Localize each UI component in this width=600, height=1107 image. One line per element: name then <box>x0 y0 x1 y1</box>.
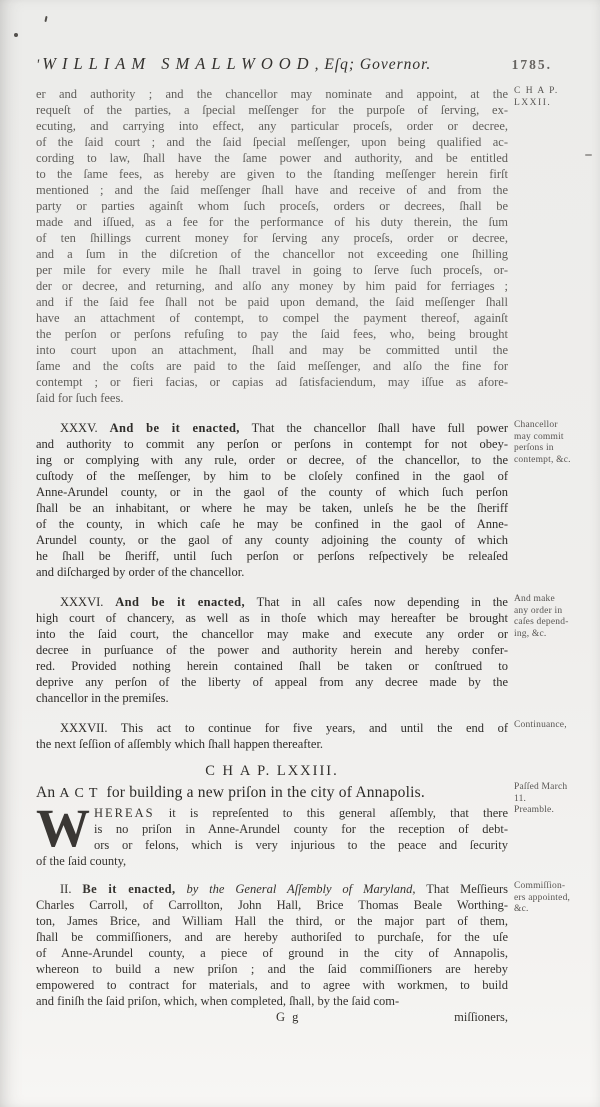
text-line: high court of chancery, as well as in thoſe which may hereafter be brought <box>36 611 508 625</box>
text-line: chancellor in the premiſes. <box>36 691 169 705</box>
text-line: and a ſum in the diſcretion of the chancellor not exceeding one ſhilling <box>36 247 508 261</box>
text-line: Paſſed March <box>514 782 568 792</box>
text-line: made and iſſued, as a fee for the performance of his duty therein, the ſum <box>36 215 508 229</box>
text-line: cuſtody of the meſſenger, by him to be cloſely confined in the gaol of <box>36 469 508 483</box>
paragraph-row-xxxvii <box>36 720 588 752</box>
ink-speck <box>14 33 18 37</box>
text-line: Continuance, <box>514 720 567 730</box>
act-title: An ACT for building a new priſon in the city of Annapolis. <box>36 784 425 801</box>
text-line: per mile for every mile he ſhall travel in going to ſerve ſuch proceſs, or- <box>36 263 508 277</box>
chapter-heading: C H A P. LXXIII. <box>205 763 339 779</box>
text-line: and diſcharged by order of the chancellor. <box>36 565 245 579</box>
text-line: ers appointed, <box>514 892 571 903</box>
text-line: requeſt of the parties, a ſpecial meſſenger for the purpoſe of ſerving, ex- <box>36 103 508 117</box>
text-line: the next ſeſſion of aſſembly which ſhall happen thereafter. <box>36 737 324 751</box>
text-line: the perſon or perſons refuſing to pay the ſaid fees, who, being brought <box>36 327 508 341</box>
header-mark: ' <box>36 57 40 73</box>
text-line: XXXV. And be it enacted, That the chancellor ſhall have full power <box>60 421 508 435</box>
text-line: of the ſaid county, <box>36 854 127 868</box>
text-line: contempt, &c. <box>514 454 571 465</box>
text-line: C H A P. <box>514 86 559 96</box>
text-line: of Anne-Arundel county, a piece of ground in the city of Annapolis, <box>36 946 508 960</box>
text-line: ſame and the coſts are paid to the ſaid meſſenger, and alſo the fine for <box>36 359 508 373</box>
signature-row <box>36 1009 588 1027</box>
text-line: XXXVI. And be it enacted, That in all caſes now depending in the <box>60 595 508 609</box>
text-line: cording to law, ſhall have the ſame power and authority, and be entitled <box>36 151 508 165</box>
text-line: ing or complying with any rule, order or decree, of the chancellor, to the <box>36 453 508 467</box>
text-line: HEREAS it is repreſented to this general aſſembly, that there <box>94 806 508 820</box>
signature-mark: G g <box>276 1010 301 1024</box>
text-line: ors or felons, which is very injurious to the peace and ſecurity <box>94 838 508 852</box>
text-line: II. Be it enacted, by the General Aſſembly of Maryland, That Meſſieurs <box>60 882 508 896</box>
text-line: empowered to contract for materials, and to agree with workmen, to build <box>36 978 508 992</box>
text-line: into the ſaid court, the chancellor may make and execute any order or <box>36 627 508 641</box>
margin-note-commissioners <box>514 881 588 916</box>
text-line: and authority to commit any perſon or perſons in contempt for not obey- <box>36 437 508 451</box>
catchword: miſſioners, <box>454 1010 508 1024</box>
paragraph-row-continuation <box>36 86 588 406</box>
text-line: ing, &c. <box>514 628 547 639</box>
text-line: 11. <box>514 793 527 804</box>
act-title-row <box>36 782 588 805</box>
paragraph-continuation <box>36 86 508 406</box>
governor-name: WILLIAM SMALLWOOD <box>42 54 315 73</box>
governor-title: , Eſq; Governor. <box>314 56 432 73</box>
text-line: &c. <box>514 904 529 914</box>
text-line: and if the ſaid fee ſhall not be paid upon demand, the ſaid meſſenger ſhall <box>36 295 508 309</box>
paragraph-row-xxxv <box>36 420 588 580</box>
text-line: into court upon an attachment, ſhall and may be committed until the <box>36 343 508 357</box>
text-line: party or parties againſt whom ſuch proceſs, orders or decrees, ſhall be <box>36 199 508 213</box>
text-line: of the ſaid court ; and the ſaid ſpecial meſſenger, upon being qualified ac- <box>36 135 508 149</box>
chapter-heading-row <box>36 760 588 782</box>
preamble-lines <box>36 798 508 869</box>
text-line: XXXVII. This act to continue for five years, and until the end of <box>60 721 508 735</box>
text-line: contempt ; or fieri facias, or capias ad ſatisfaciendum, may iſſue as afore- <box>36 375 508 389</box>
text-line: any order in <box>514 605 563 616</box>
text-line: Chancellor <box>514 420 558 430</box>
text-line: Commiſſion- <box>514 881 566 891</box>
text-line: der or decree, and returning, and alſo any money by him paid for ferriages ; <box>36 279 508 293</box>
paragraph-row-ii <box>36 881 588 1009</box>
text-line: and finiſh the ſaid priſon, which, when completed, ſhall, by the ſaid com- <box>36 994 400 1008</box>
text-line: he ſhall be ſheriff, until ſuch perſon or perſons reſpectively be releaſed <box>36 549 508 563</box>
page-number: 1785. <box>511 57 552 72</box>
margin-note-xxxvi <box>514 594 588 640</box>
text-line: may commit <box>514 431 564 442</box>
margin-note-xxxvii <box>514 720 588 732</box>
ink-speck <box>44 16 47 22</box>
text-line: caſes depend- <box>514 617 569 627</box>
paragraph-row-xxxvi <box>36 594 588 706</box>
text-line: er and authority ; and the chancellor may nominate and appoint, at the <box>36 87 508 101</box>
preamble-paragraph <box>36 798 508 869</box>
paragraph-xxxvi <box>36 594 508 706</box>
text-line: ſhall be commiſſioners, and are hereby authoriſed to purchaſe, for the uſe <box>36 930 508 944</box>
text-line: ecuting, and carrying into effect, any particular proceſs, order or decree, <box>36 119 508 133</box>
text-line: Arundel county, or the gaol of any county adjoining the county of which <box>36 533 508 547</box>
drop-cap: W <box>36 798 90 858</box>
text-line: to the ſame fees, as hereby are given to the ſtanding meſſenger herein firſt <box>36 167 508 181</box>
text-line: And make <box>514 594 555 604</box>
text-line: ton, James Brice, and William Hall the third, or the major part of them, <box>36 914 508 928</box>
text-line: Anne-Arundel county, or in the gaol of the county of which ſuch perſon <box>36 485 508 499</box>
text-line: have an attachment of contempt, to compel the payment thereof, againſt <box>36 311 508 325</box>
paragraph-xxxvii <box>36 720 508 752</box>
text-line: Preamble. <box>514 805 555 815</box>
text-line: whereon to build a new priſon ; and the ſaid commiſſioners are hereby <box>36 962 508 976</box>
text-line: decree in purſuance of the power and authority herein and hereby confer- <box>36 643 508 657</box>
text-line: perſons in <box>514 443 554 453</box>
text-line: of the county, in which caſe he may be confined in the gaol of Anne- <box>36 517 508 531</box>
text-line: mentioned ; and the ſaid meſſenger ſhall have and receive of and from the <box>36 183 508 197</box>
margin-note-preamble <box>514 805 588 817</box>
text-line: Charles Carroll, of Carrollton, John Hall, Brice Thomas Beale Worthing- <box>36 898 508 912</box>
margin-note-passed <box>514 782 588 805</box>
paragraph-ii <box>36 881 508 1009</box>
text-line: is no priſon in Anne-Arundel county for the reception of debt- <box>94 822 508 836</box>
paragraph-xxxv <box>36 420 508 580</box>
page-content <box>36 86 588 1027</box>
text-line: red. Provided nothing herein contained ſhall be taken or conſtrued to <box>36 659 508 673</box>
text-line: ſhall be an inhabitant, or where he may be taken, unleſs he be the ſheriff <box>36 501 508 515</box>
text-line: ſaid for ſuch fees. <box>36 391 124 405</box>
margin-note-xxxv <box>514 420 588 466</box>
text-line: deprive any perſon of the liberty of appeal from any decree made by the <box>36 675 508 689</box>
text-line: LXXII. <box>514 97 552 108</box>
running-header <box>36 54 576 74</box>
text-line: of ten ſhillings current money for ſerving any proceſs, order or decree, <box>36 231 508 245</box>
margin-note-chapter <box>514 86 588 109</box>
